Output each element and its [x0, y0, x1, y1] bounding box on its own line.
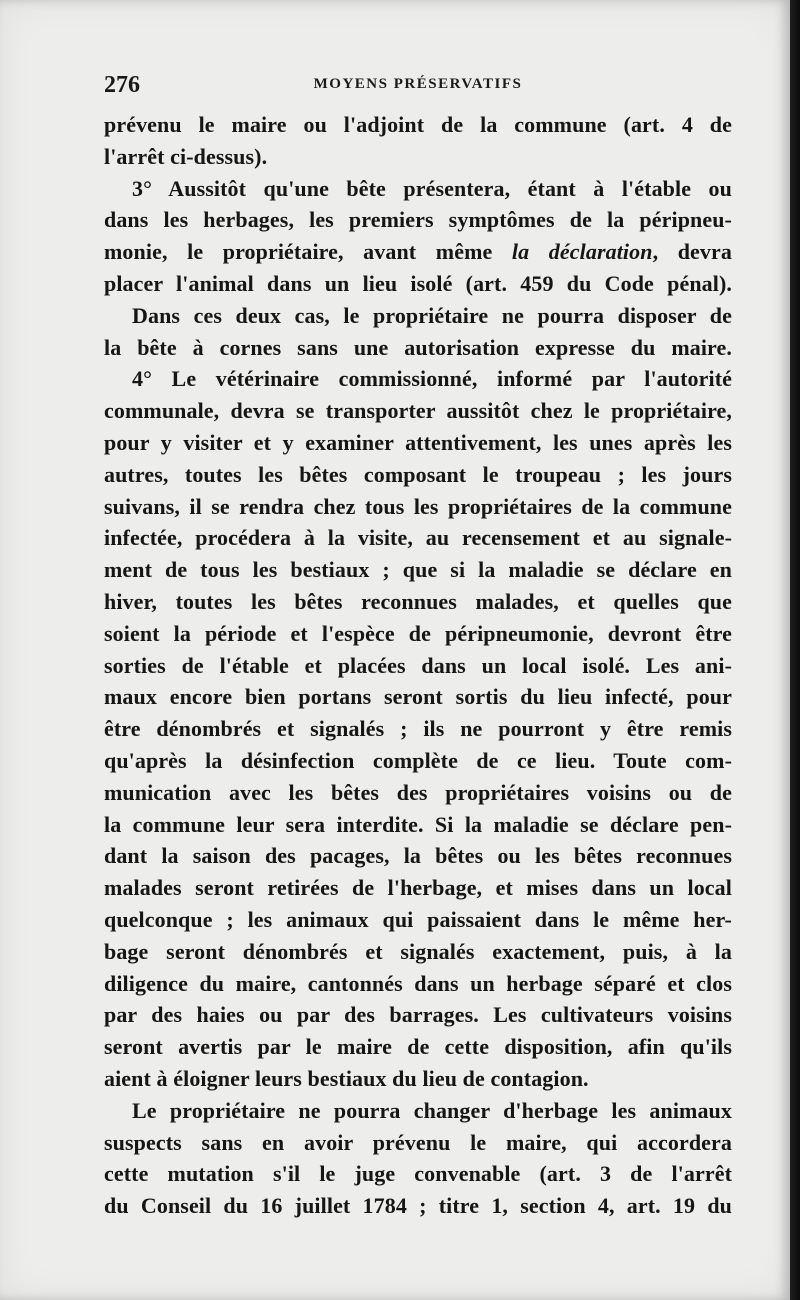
- page-number: 276: [104, 72, 140, 98]
- text-line: suivans, il se rendra chez tous les propriétaires de la commune: [104, 493, 732, 519]
- text-line: la commune leur sera interdite. Si la maladie se déclare pen-: [104, 811, 732, 837]
- text-line: soient la période et l'espèce de péripneumonie, devront être: [104, 620, 732, 646]
- text-line: infectée, procédera à la visite, au recensement et au signale-: [104, 525, 732, 551]
- body-text: [104, 109, 732, 1222]
- running-head: MOYENS PRÉSERVATIFS: [313, 76, 523, 92]
- text-line: malades seront retirées de l'herbage, et mises dans un local: [104, 875, 732, 901]
- text-line: maux encore bien portans seront sortis du lieu infecté, pour: [104, 684, 732, 710]
- text-line: diligence du maire, cantonnés dans un herbage séparé et clos: [104, 970, 732, 996]
- page-header: [104, 70, 732, 100]
- text-line: pour y visiter et y examiner attentivement, les unes après les: [104, 429, 732, 455]
- text-line: dant la saison des pacages, la bêtes ou les bêtes reconnues: [104, 843, 732, 869]
- text-line: l'arrêt ci-dessus).: [104, 143, 268, 169]
- text-line: prévenu le maire ou l'adjoint de la commune (art. 4 de: [104, 112, 732, 137]
- text-line: dans les herbages, les premiers symptômes de la péripneu-: [104, 207, 732, 233]
- text-line: ment de tous les bestiaux ; que si la maladie se déclare en: [104, 557, 732, 583]
- text-line: hiver, toutes les bêtes reconnues malades, et quelles que: [104, 588, 732, 614]
- text-line: Le propriétaire ne pourra changer d'herbage les animaux: [132, 1097, 732, 1123]
- text-line: monie, le propriétaire, avant même la déclaration, devra: [104, 239, 732, 265]
- text-line: par des haies ou par des barrages. Les cultivateurs voisins: [104, 1002, 732, 1028]
- text-line: bage seront dénombrés et signalés exactement, puis, à la: [104, 938, 732, 964]
- text-line: placer l'animal dans un lieu isolé (art. 459 du Code pénal).: [104, 270, 732, 296]
- text-line: la bête à cornes sans une autorisation expresse du maire.: [104, 334, 732, 360]
- text-line: être dénombrés et signalés ; ils ne pourront y être remis: [104, 716, 732, 742]
- italic-phrase: la déclaration: [511, 239, 653, 265]
- text-line: qu'après la désinfection complète de ce lieu. Toute com-: [104, 747, 732, 773]
- text-line: communale, devra se transporter aussitôt chez le propriétaire,: [104, 398, 732, 424]
- text-line: sorties de l'étable et placées dans un local isolé. Les ani-: [104, 652, 732, 678]
- text-line: Dans ces deux cas, le propriétaire ne pourra disposer de: [132, 302, 732, 328]
- text-line: 4° Le vétérinaire commissionné, informé par l'autorité: [132, 366, 732, 392]
- text-line: suspects sans en avoir prévenu le maire, qui accordera: [104, 1129, 732, 1155]
- text-line: cette mutation s'il le juge convenable (art. 3 de l'arrêt: [104, 1161, 732, 1187]
- text-line: du Conseil du 16 juillet 1784 ; titre 1, section 4, art. 19 du: [104, 1193, 732, 1219]
- text-line: seront avertis par le maire de cette disposition, afin qu'ils: [104, 1034, 732, 1060]
- text-line: 3° Aussitôt qu'une bête présentera, étant à l'étable ou: [132, 175, 732, 201]
- text-line: autres, toutes les bêtes composant le troupeau ; les jours: [104, 461, 732, 487]
- text-line: aient à éloigner leurs bestiaux du lieu de contagion.: [104, 1065, 589, 1091]
- text-line: munication avec les bêtes des propriétaires voisins ou de: [104, 779, 732, 805]
- page-edge-shadow: [790, 0, 800, 1300]
- text-line: quelconque ; les animaux qui paissaient dans le même her-: [104, 906, 732, 932]
